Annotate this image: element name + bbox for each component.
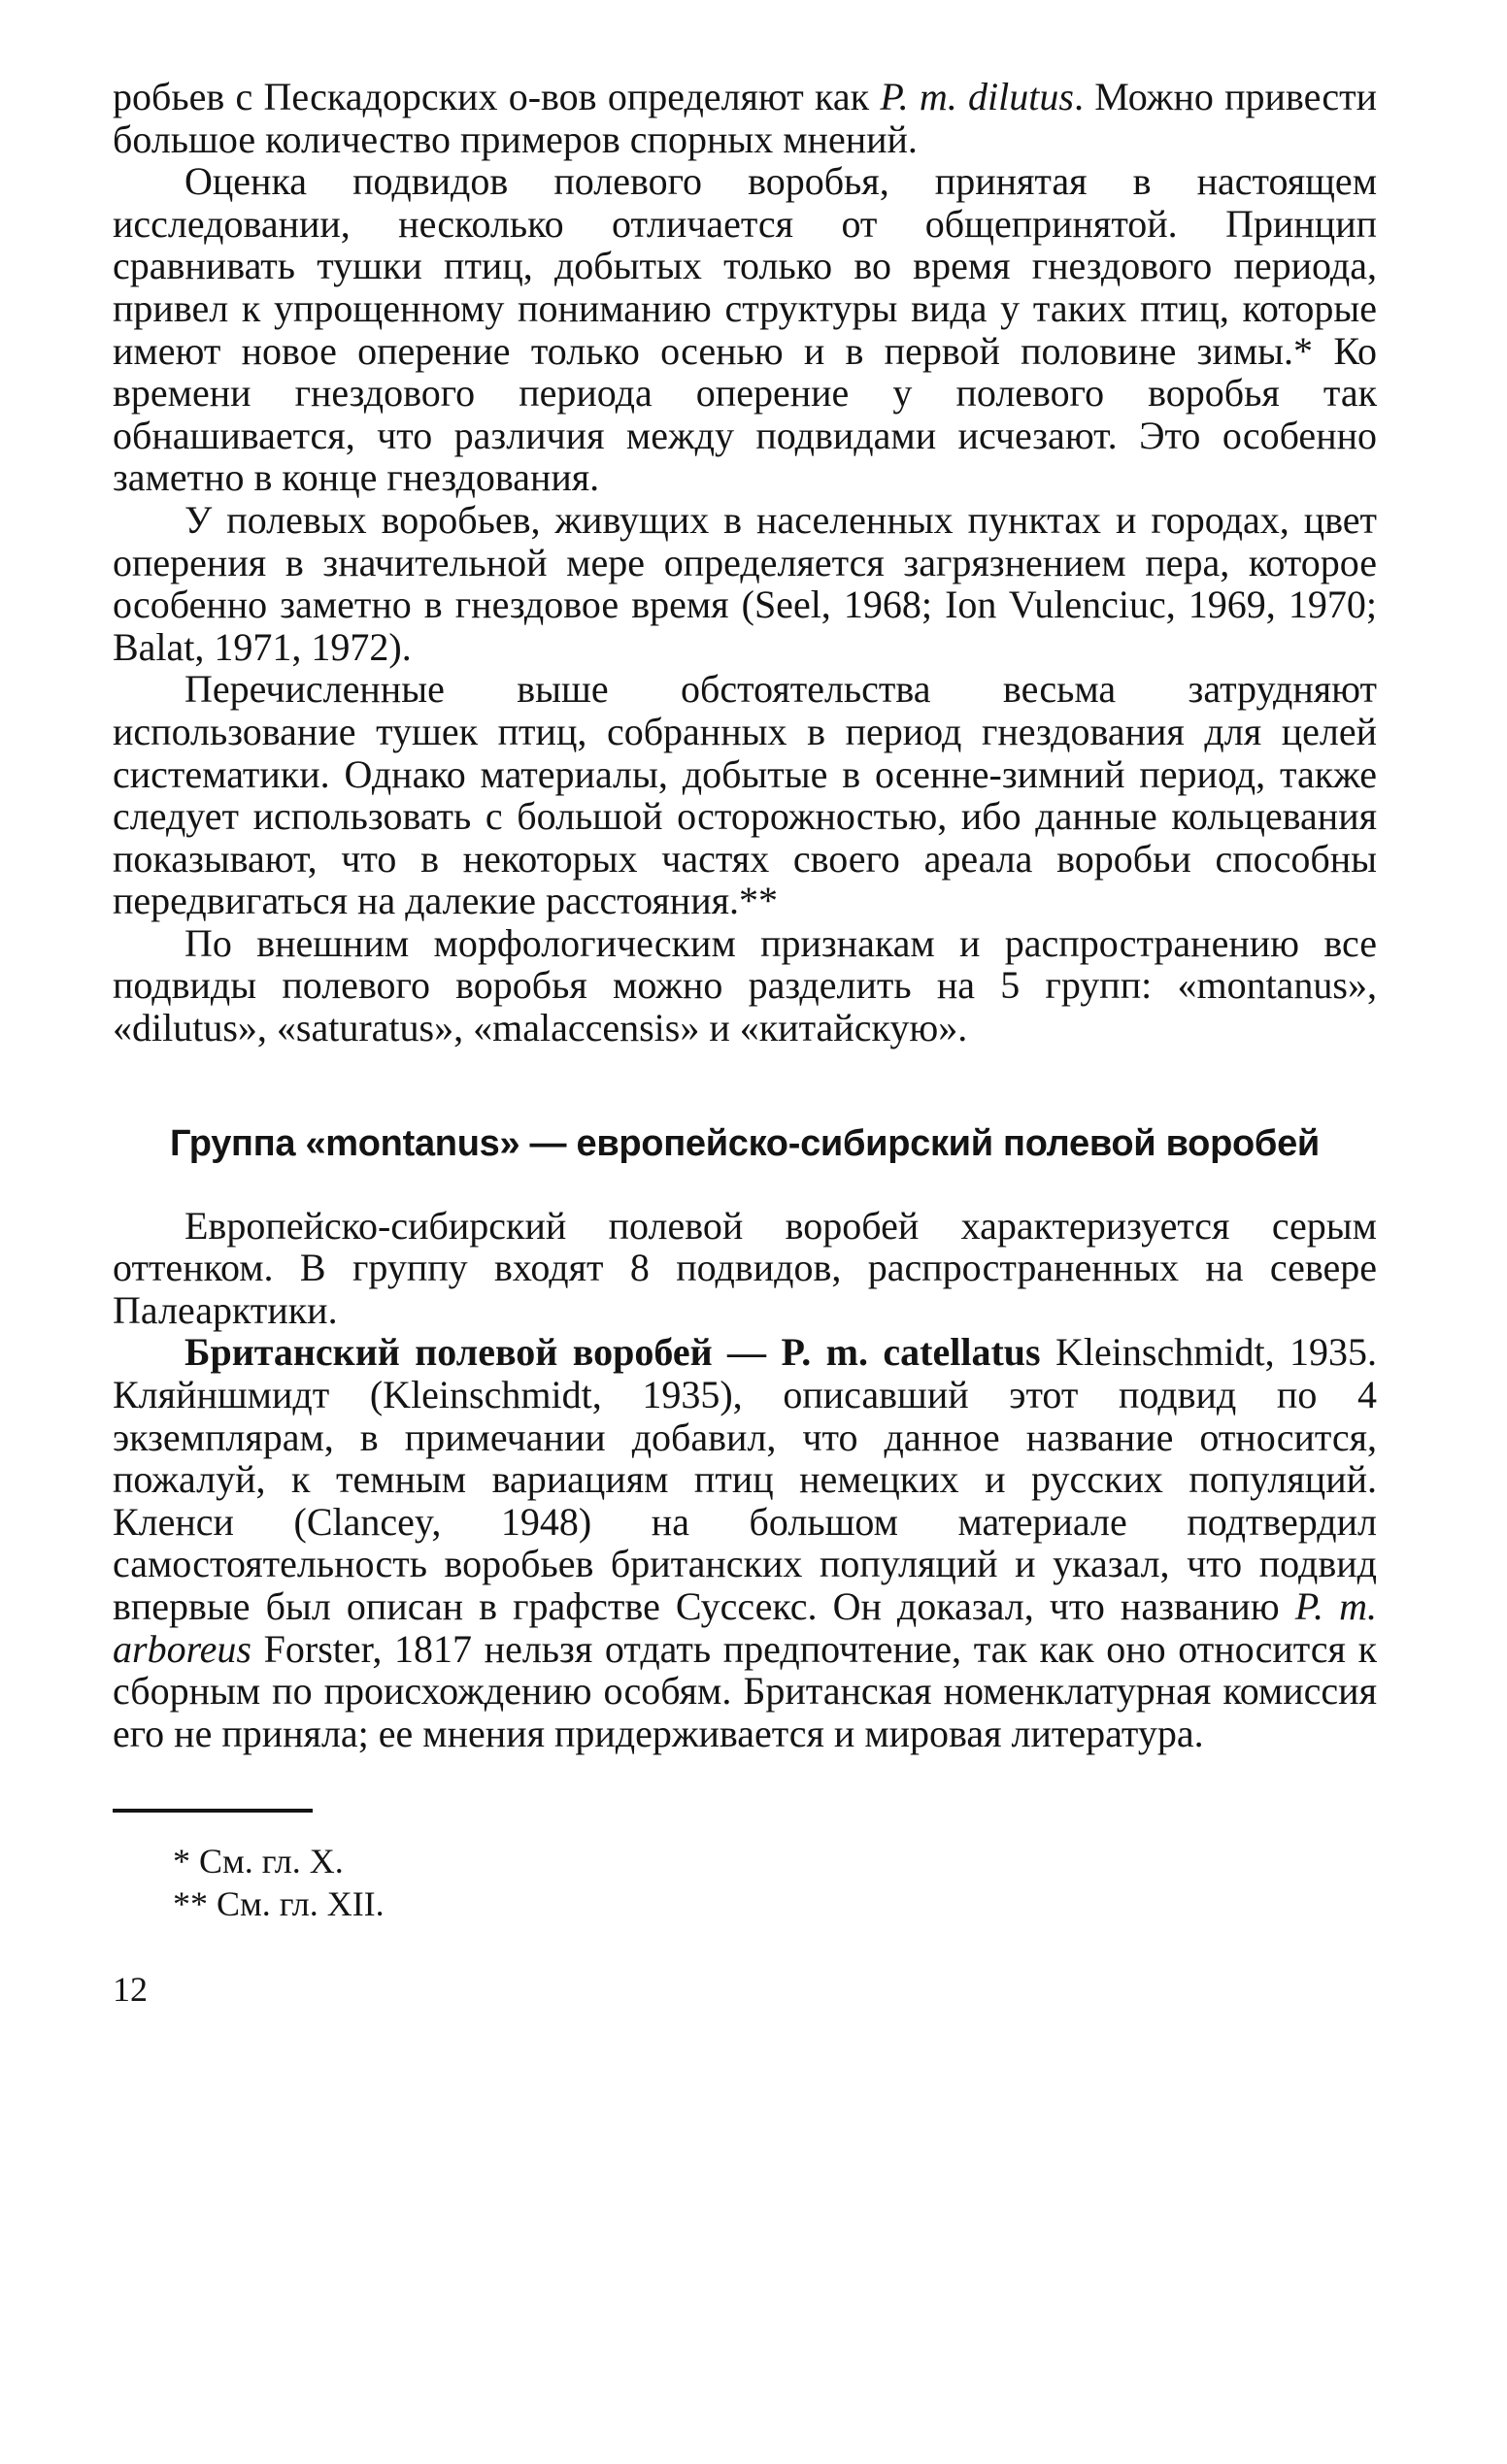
text-run: Kleinschmidt, 1935. Кляйншмидт (Kleinschmidt, 1935), описавший этот подвид по 4 экземплярам, в примечании добавил, что данное название относится, пожалуй, к темным вариациям птиц немецких и русских популяций. Кленси (Clancey, 1948) на большом материале подтвердил самостоятельность воробьев британских популяций и указал, что подвид впервые был описан в графстве Суссекс. Он доказал, что названию	[113, 1330, 1377, 1628]
paragraph-subspecies-assessment	[113, 160, 1377, 499]
paragraph-continuation	[113, 76, 1377, 160]
footnote-divider	[113, 1809, 313, 1813]
text-run: У полевых воробьев, живущих в населенных пунктах и городах, цвет оперения в значительной мере определяется загрязнением пера, которое особенно заметно в гнездовое время (Seel, 1968; Ion Vulenciuc, 1969, 1970; Balat, 1971, 1972).	[113, 497, 1377, 669]
text-run: Оценка подвидов полевого воробья, принятая в настоящем исследовании, несколько отличается от общепринятой. Принцип сравнивать тушки птиц, добытых только во время гнездового периода, привел к упрощенному пониманию структуры вида у таких птиц, которые имеют новое оперение только осенью и в первой половине зимы.* Ко времени гнездового периода оперение у полевого воробья так обнашивается, что различия между подвидами исчезают. Это особенно заметно в конце гнездования.	[113, 159, 1377, 500]
paragraph-systematics-difficulties	[113, 668, 1377, 922]
text-run: Британский полевой воробей — P. m. catellatus	[184, 1330, 1041, 1375]
heading-spacer	[113, 1166, 1377, 1205]
footnote-2: ** См. гл. XII.	[173, 1884, 385, 1924]
paragraph-group-description	[113, 1205, 1377, 1332]
section-heading: Группа «montanus» — европейско-сибирский полевой воробей	[170, 1122, 1320, 1164]
footnote-1: * См. гл. X.	[173, 1842, 344, 1881]
paragraph-british-sparrow	[113, 1331, 1377, 1754]
body-text-top	[113, 76, 1377, 1049]
page-number: 12	[113, 1970, 148, 2010]
text-run: P. m. arboreus	[113, 1584, 1377, 1671]
paragraph-urban-sparrows	[113, 499, 1377, 668]
text-run: По внешним морфологическим признакам и распространению все подвиды полевого воробья можно разделить на 5 групп: «montanus», «dilutus», «saturatus», «malaccensis» и «китайскую».	[113, 920, 1377, 1050]
text-run: Европейско-сибирский полевой воробей характеризуется серым оттенком. В группу входят 8 подвидов, распространенных на севере Палеарктики.	[113, 1203, 1377, 1332]
section-spacer	[113, 1049, 1377, 1121]
text-run: P. m. dilutus	[880, 75, 1074, 118]
paragraph-five-groups	[113, 922, 1377, 1049]
book-page	[113, 76, 1377, 2011]
text-run: Forster, 1817 нельзя отдать предпочтение, так как оно относится к сборным по происхождению особям. Британская номенклатурная комиссия его не приняла; ее мнения придерживается и мировая литература.	[113, 1626, 1377, 1755]
text-run: робьев с Пескадорских о-вов определяют как	[113, 75, 881, 118]
text-run: Перечисленные выше обстоятельства весьма затрудняют использование тушек птиц, собранных в период гнездования для целей систематики. Однако материалы, добытые в осенне-зимний период, также следует использовать с большой осторожностью, ибо данные кольцевания показывают, что в некоторых частях своего ареала воробьи способны передвигаться на далекие расстояния.**	[113, 667, 1377, 923]
text-run: . Можно привести большое количество примеров спорных мнений.	[113, 75, 1377, 161]
body-text-bottom	[113, 1205, 1377, 1755]
